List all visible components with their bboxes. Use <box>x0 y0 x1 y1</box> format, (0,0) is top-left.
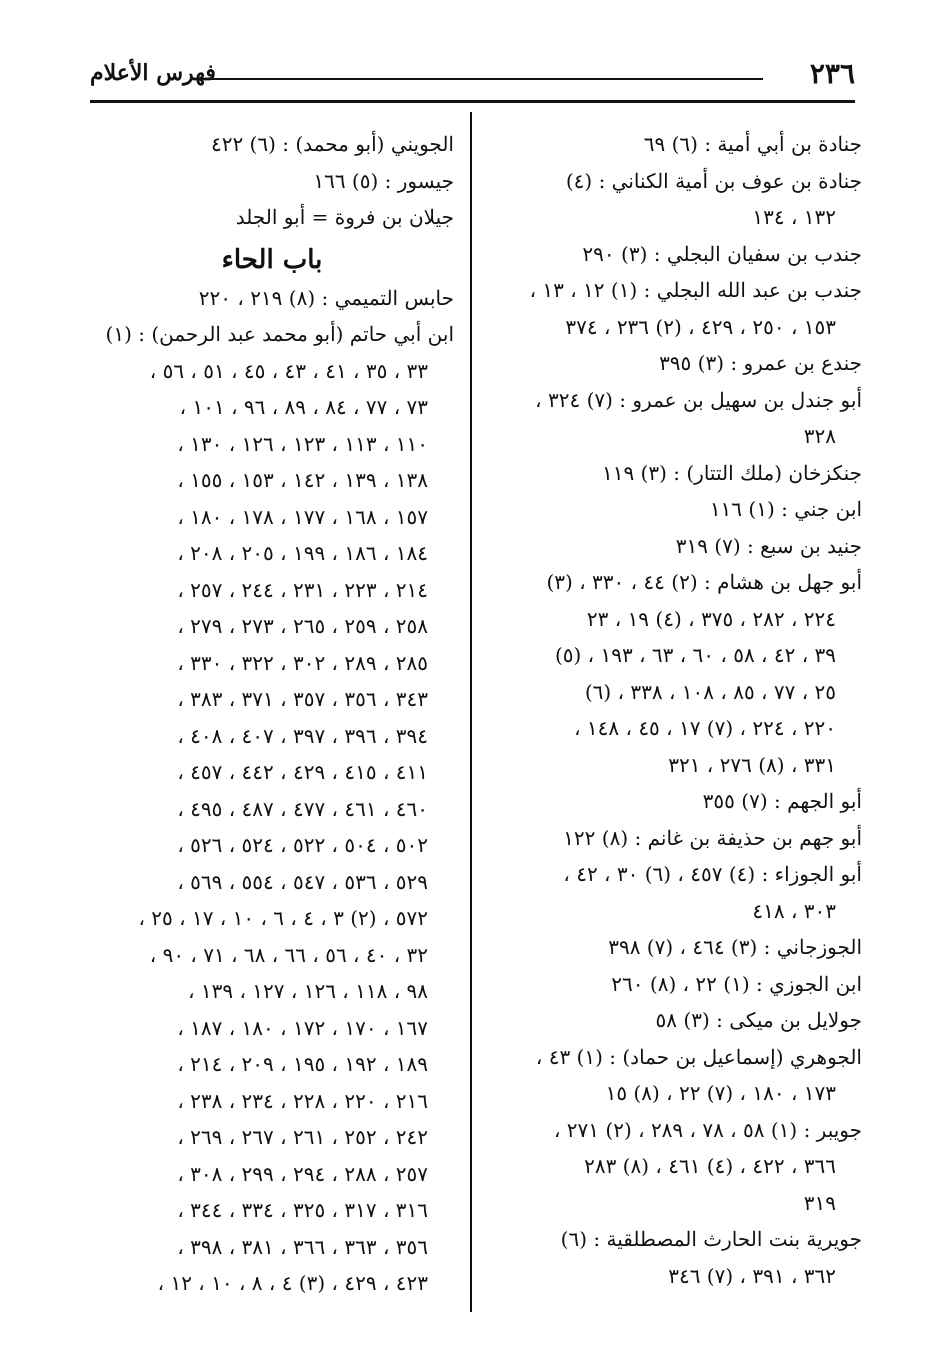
index-entry: جندب بن سفيان البجلي : (٣) ٢٩٠ <box>582 241 862 266</box>
index-entry-continuation: ١٧٣ ، ١٨٠ ، (٧) ٢٢ ، (٨) ١٥ <box>605 1081 836 1105</box>
index-entry: جنكزخان (ملك التتار) : (٣) ١١٩ <box>601 460 862 485</box>
left-column-top <box>90 126 454 236</box>
index-entry-continuation: ٣٠٣ ، ٤١٨ <box>752 898 836 923</box>
index-entry-continuation: ٢٥٨ ، ٢٥٩ ، ٢٦٥ ، ٢٧٣ ، ٢٧٩ ، <box>177 614 428 638</box>
left-column <box>90 126 454 1302</box>
index-entry-continuation: ١٨٤ ، ١٨٦ ، ١٩٩ ، ٢٠٥ ، ٢٠٨ ، <box>177 541 428 565</box>
index-entry-continuation: ٢٥ ، ٧٧ ، ٨٥ ، ١٠٨ ، ٣٣٨ ، (٦) <box>584 679 836 704</box>
left-column-bottom <box>90 280 454 1302</box>
index-entry-continuation: ٣٤٣ ، ٣٥٦ ، ٣٥٧ ، ٣٧١ ، ٣٨٣ ، <box>177 687 428 711</box>
index-entry: حابس التميمي : (٨) ٢١٩ ، ٢٢٠ <box>198 285 454 310</box>
index-entry-continuation: ٣٣ ، ٣٥ ، ٤١ ، ٤٣ ، ٤٥ ، ٥١ ، ٥٦ ، <box>149 358 428 383</box>
index-entry-continuation: ٣٩٤ ، ٣٩٦ ، ٣٩٧ ، ٤٠٧ ، ٤٠٨ ، <box>177 723 428 748</box>
index-entry-continuation: ٣١٦ ، ٣١٧ ، ٣٢٥ ، ٣٣٤ ، ٣٤٤ ، <box>177 1198 428 1222</box>
header-rule <box>210 78 763 80</box>
index-entry-continuation: ٣٢ ، ٤٠ ، ٥٦ ، ٦٦ ، ٦٨ ، ٧١ ، ٩٠ ، <box>149 942 428 967</box>
index-entry-continuation: ١٣٢ ، ١٣٤ <box>752 205 836 229</box>
index-entry: الجوهري (إسماعيل بن حماد) : (١) ٤٣ ، <box>535 1044 862 1069</box>
index-entry: جويرية بنت الحارث المصطلقية : (٦) <box>560 1227 862 1251</box>
index-entry-continuation: ٢٢٠ ، ٢٢٤ ، (٧) ١٧ ، ٤٥ ، ١٤٨ ، <box>574 716 836 740</box>
column-divider <box>470 112 472 1312</box>
index-entry-continuation: ٢٤٢ ، ٢٥٢ ، ٢٦١ ، ٢٦٧ ، ٢٦٩ ، <box>177 1125 428 1149</box>
index-entry-continuation: ٢١٦ ، ٢٢٠ ، ٢٢٨ ، ٢٣٤ ، ٢٣٨ ، <box>177 1088 428 1113</box>
index-entry-continuation: ٧٣ ، ٧٧ ، ٨٤ ، ٨٩ ، ٩٦ ، ١٠١ ، <box>179 395 428 419</box>
index-entry: جولايل بن ميكى : (٣) ٥٨ <box>655 1008 862 1032</box>
index-entry-continuation: ١٥٣ ، ٢٥٠ ، ٤٢٩ ، (٢) ٢٣٦ ، ٣٧٤ <box>565 314 836 339</box>
index-entry-continuation: ٥٠٢ ، ٥٠٤ ، ٥٢٢ ، ٥٢٤ ، ٥٢٦ ، <box>177 833 428 857</box>
index-entry: ابن الجوزي : (١) ٢٢ ، (٨) ٢٦٠ <box>611 971 862 996</box>
index-entry-continuation: ٣١٩ <box>803 1190 836 1215</box>
index-entry-continuation: ٣٩ ، ٤٢ ، ٥٨ ، ٦٠ ، ٦٣ ، ١٩٣ ، (٥) <box>554 643 836 667</box>
index-entry: جويبر : (١) ٥٨ ، ٧٨ ، ٢٨٩ ، (٢) ٢٧١ ، <box>553 1117 862 1142</box>
index-entry: أبو الجوزاء : (٤) ٤٥٧ ، (٦) ٣٠ ، ٤٢ ، <box>563 862 862 886</box>
index-entry-continuation: ٩٨ ، ١١٨ ، ١٢٦ ، ١٢٧ ، ١٣٩ ، <box>188 979 428 1003</box>
index-entry: أبو جهل بن هشام : (٢) ٤٤ ، ٣٣٠ ، (٣) <box>546 570 862 594</box>
index-entry-continuation: ٢٥٧ ، ٢٨٨ ، ٢٩٤ ، ٢٩٩ ، ٣٠٨ ، <box>177 1161 428 1186</box>
index-entry-continuation: ٥٢٩ ، ٥٣٦ ، ٥٤٧ ، ٥٥٤ ، ٥٦٩ ، <box>177 869 428 894</box>
index-entry: الجويني (أبو محمد) : (٦) ٤٢٢ <box>210 132 454 156</box>
index-entry: أبو جهم بن حذيفة بن غانم : (٨) ١٢٢ <box>563 825 862 850</box>
section-heading: باب الحاء <box>221 244 323 275</box>
index-entry-continuation: ٢٢٤ ، ٢٨٢ ، ٣٧٥ ، (٤) ١٩ ، ٢٣ <box>586 606 836 631</box>
index-entry: جندب بن عبد الله البجلي : (١) ١٢ ، ١٣ ، <box>529 278 862 302</box>
index-entry-continuation: ١٨٩ ، ١٩٢ ، ١٩٥ ، ٢٠٩ ، ٢١٤ ، <box>177 1052 428 1076</box>
index-entry: الجوزجاني : (٣) ٤٦٤ ، (٧) ٣٩٨ <box>608 935 862 959</box>
index-entry: جنيد بن سبع : (٧) ٣١٩ <box>675 533 862 558</box>
index-entry: أبو جندل بن سهيل بن عمرو : (٧) ٣٢٤ ، <box>535 387 862 412</box>
index-entry-continuation: ٣٢٨ <box>803 424 836 448</box>
page-header <box>90 58 855 103</box>
index-entry: ابن جني : (١) ١١٦ <box>709 497 862 521</box>
index-entry: جيسور : (٥) ١٦٦ <box>313 168 454 193</box>
index-entry: ابن أبي حاتم (أبو محمد عبد الرحمن) : (١) <box>105 322 454 346</box>
page-number: ٢٣٦ <box>809 57 855 90</box>
index-entry: أبو الجهم : (٧) ٣٥٥ <box>702 789 862 813</box>
index-entry-continuation: ٢٨٥ ، ٢٨٩ ، ٣٠٢ ، ٣٢٢ ، ٣٣٠ ، <box>177 650 428 675</box>
index-entry: جيلان بن فروة = أبو الجلد <box>235 205 454 229</box>
index-entry-continuation: ٣٦٦ ، ٤٢٢ ، (٤) ٤٦١ ، (٨) ٢٨٣ <box>584 1154 836 1178</box>
index-entry-continuation: ٤٦٠ ، ٤٦١ ، ٤٧٧ ، ٤٨٧ ، ٤٩٥ ، <box>177 796 428 821</box>
index-entry: جندع بن عمرو : (٣) ٣٩٥ <box>659 351 862 375</box>
right-column <box>494 126 862 1294</box>
index-entry-continuation: ٣٦٢ ، ٣٩١ ، (٧) ٣٤٦ <box>668 1263 836 1288</box>
index-entry-continuation: ٥٧٢ ، (٢) ٣ ، ٤ ، ٦ ، ١٠ ، ١٧ ، ٢٥ ، <box>138 906 428 930</box>
running-title: فهرس الأعلام <box>90 60 216 86</box>
index-entry-continuation: ١٥٧ ، ١٦٨ ، ١٧٧ ، ١٧٨ ، ١٨٠ ، <box>177 504 428 529</box>
index-entry-continuation: ٣٥٦ ، ٣٦٣ ، ٣٦٦ ، ٣٨١ ، ٣٩٨ ، <box>177 1234 428 1259</box>
index-entry-continuation: ١٣٨ ، ١٣٩ ، ١٤٢ ، ١٥٣ ، ١٥٥ ، <box>177 468 428 492</box>
index-entry-continuation: ١٦٧ ، ١٧٠ ، ١٧٢ ، ١٨٠ ، ١٨٧ ، <box>177 1015 428 1040</box>
index-entry: جنادة بن عوف بن أمية الكناني : (٤) <box>565 168 862 193</box>
index-entry: جنادة بن أبي أمية : (٦) ٦٩ <box>643 132 862 156</box>
index-entry-continuation: ٣٣١ ، (٨) ٢٧٦ ، ٣٢١ <box>668 752 836 777</box>
index-entry-continuation: ٤٢٣ ، ٤٢٩ ، (٣) ٤ ، ٨ ، ١٠ ، ١٢ ، <box>157 1271 428 1295</box>
index-entry-continuation: ١١٠ ، ١١٣ ، ١٢٣ ، ١٢٦ ، ١٣٠ ، <box>177 431 428 456</box>
index-entry-continuation: ٢١٤ ، ٢٢٣ ، ٢٣١ ، ٢٤٤ ، ٢٥٧ ، <box>177 577 428 602</box>
index-entry-continuation: ٤١١ ، ٤١٥ ، ٤٢٩ ، ٤٤٢ ، ٤٥٧ ، <box>177 760 428 784</box>
